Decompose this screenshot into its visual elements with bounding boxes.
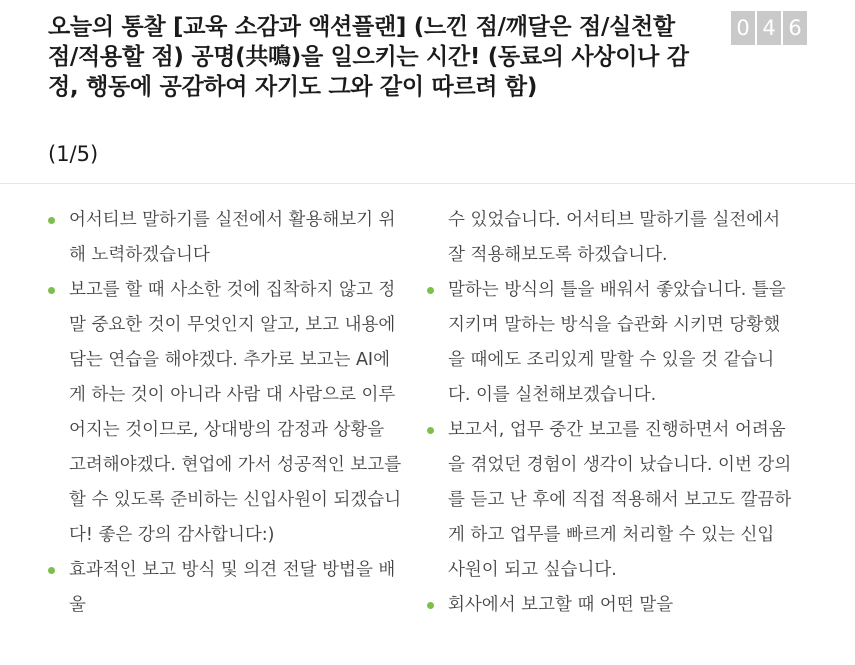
bullet-dot-icon [427,427,434,434]
list-item-text: 효과적인 보고 방식 및 의견 전달 방법을 배울 [69,560,396,615]
bullet-dot-icon [48,217,55,224]
list-item-text: 보고를 할 때 사소한 것에 집착하지 않고 정말 중요한 것이 무엇인지 알고, 보고 내용에 담는 연습을 해야겠다. 추가로 보고는 AI에게 하는 것이 아니라 사람 대 사람으로 이루어지는 것이므로, 상대방의 감정과 상황을 고려해야겠다. 현업에 가서 성공적인 보고를 할 수 있도록 준비하는 신입사원이 되겠습니다! 좋은 강의 감사합니다:) [69,280,402,545]
list-item [48,553,402,623]
feed-column-right [427,203,793,623]
list-item-continuation: 수 있었습니다. 어서티브 말하기를 실전에서 잘 적용해보도록 하겠습니다. [448,210,781,265]
response-feed [0,185,855,665]
bullet-dot-icon [427,602,434,609]
list-item [48,273,402,553]
feed-column-left [48,203,402,623]
counter-digit: 0 [731,11,755,45]
list-item-text: 어서티브 말하기를 실전에서 활용해보기 위해 노력하겠습니다 [69,210,396,265]
response-counter [731,11,807,45]
list-item-text: 말하는 방식의 틀을 배워서 좋았습니다. 틀을 지키며 말하는 방식을 습관화 시키면 당황했을 때에도 조리있게 말할 수 있을 것 같습니다. 이를 실천해보겠습니다. [448,280,786,405]
counter-digit: 6 [783,11,807,45]
list-item [48,203,402,273]
list-item [427,413,793,588]
bullet-dot-icon [48,287,55,294]
page-title: 오늘의 통찰 [교육 소감과 액션플랜] (느낀 점/깨달은 점/실천할 점/적용할 점) 공명(共鳴)을 일으키는 시간! (동료의 사상이나 감정, 행동에 공감하여 자기도 그와 같이 따르려 함) [48,14,689,100]
list-item [427,273,793,413]
list-item-text: 회사에서 보고할 때 어떤 말을 [448,595,674,615]
bullet-dot-icon [427,287,434,294]
list-item [427,588,793,623]
counter-digit: 4 [757,11,781,45]
page-indicator: (1/5) [48,142,99,166]
bullet-dot-icon [48,567,55,574]
header [0,0,855,184]
list-item-text: 보고서, 업무 중간 보고를 진행하면서 어려움을 겪었던 경험이 생각이 났습니다. 이번 강의를 듣고 난 후에 직접 적용해서 보고도 깔끔하게 하고 업무를 빠르게 처리할 수 있는 신입 사원이 되고 싶습니다. [448,420,792,580]
